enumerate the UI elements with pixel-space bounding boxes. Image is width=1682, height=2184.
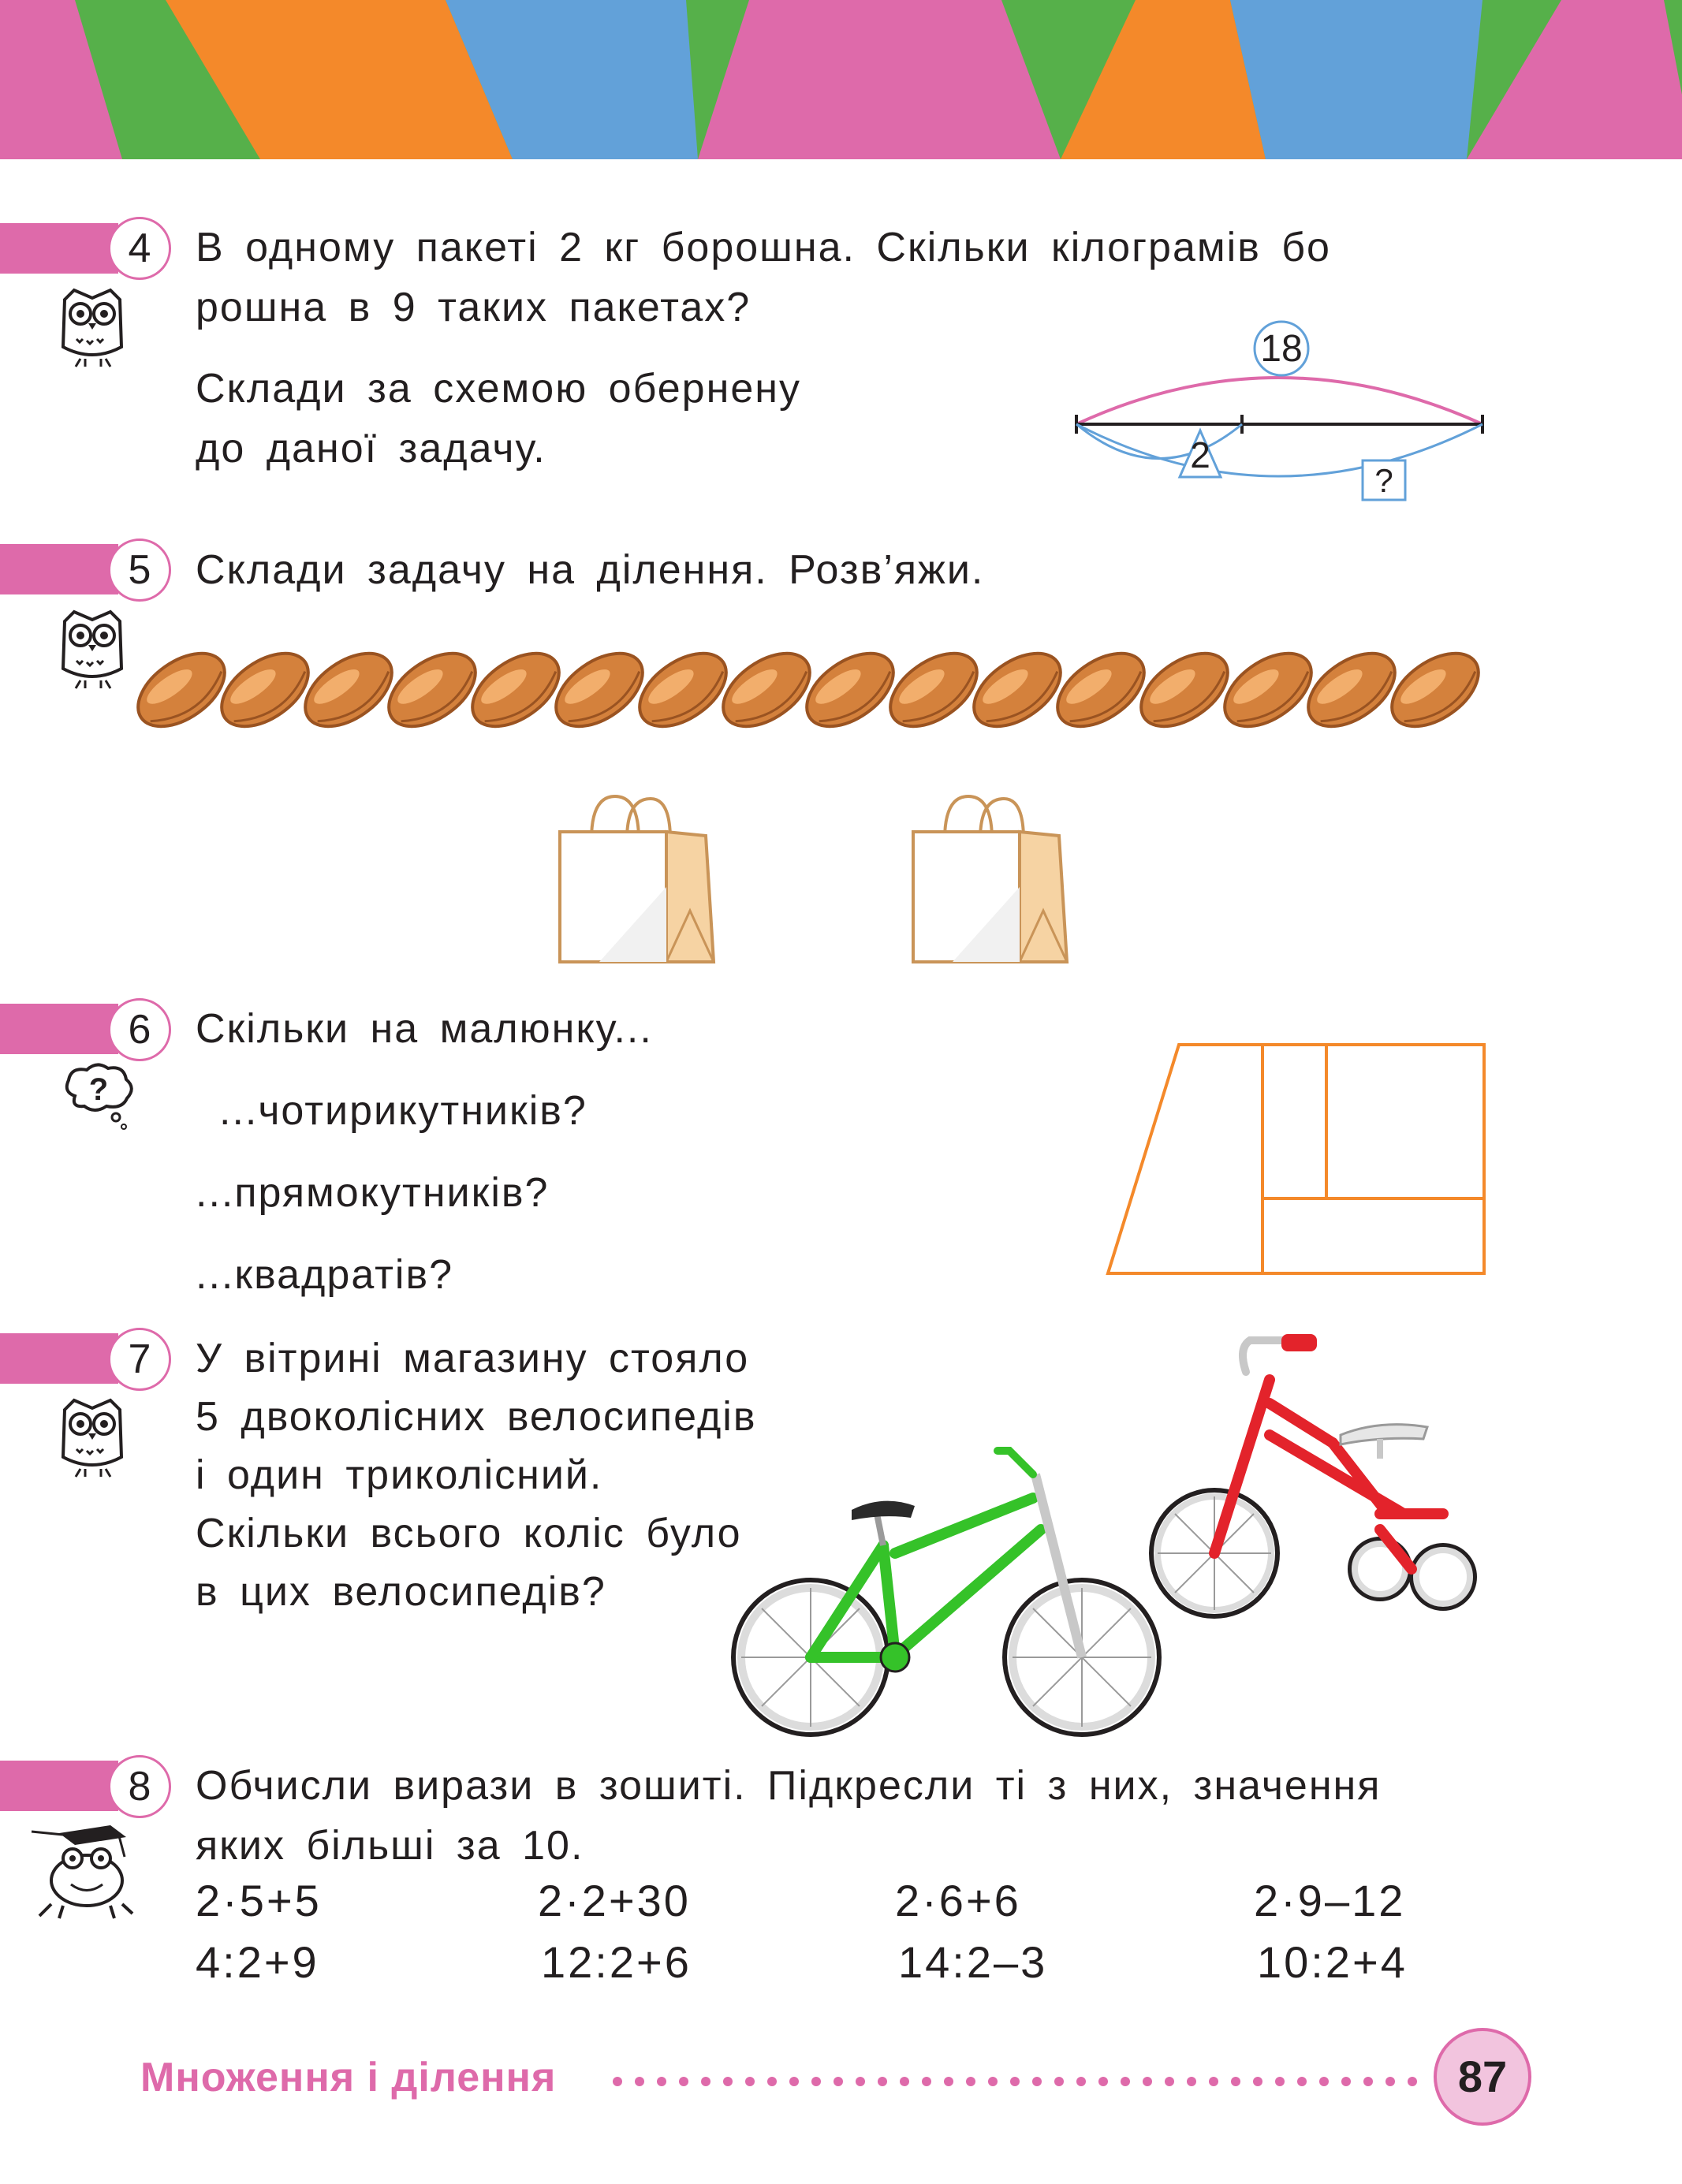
task8-text-line1: Обчисли вирази в зошиті. Підкресли ті з них, значення [196, 1763, 1382, 1809]
frog-with-graduation-cap-icon [16, 1817, 134, 1920]
expression-r1c1: 2·5+5 [196, 1876, 322, 1925]
leader-dot [1143, 2077, 1152, 2086]
expression-r1c4: 2·9–12 [1254, 1876, 1406, 1925]
task4-text-line1: В одному пакеті 2 кг борошна. Скільки кілограмів бо [196, 225, 1331, 270]
page-number: 87 [1434, 2028, 1531, 2126]
leader-dot [789, 2077, 799, 2086]
footer-section-title: Множення і ділення [140, 2055, 557, 2100]
owl-icon [57, 1394, 128, 1481]
owl-icon [57, 284, 128, 371]
pie-icon [627, 639, 740, 741]
pie-icon [1296, 639, 1408, 741]
svg-text:?: ? [88, 1072, 109, 1107]
decorative-banner [0, 0, 1682, 159]
task4-subtask-line1: Склади за схемою обернену [196, 366, 801, 412]
shopping-bag-1 [552, 792, 718, 966]
leader-dot [1054, 2077, 1064, 2086]
leader-dot [1209, 2077, 1218, 2086]
task7-text-line3: і один триколісний. [196, 1452, 603, 1498]
task4-subtask-line2: до даної задачу. [196, 426, 546, 471]
leader-dot [701, 2077, 710, 2086]
task7-text-line1: У вітрині магазину стояло [196, 1336, 750, 1381]
leader-dot [1231, 2077, 1240, 2086]
leader-dot [811, 2077, 821, 2086]
task4-text-line2: рошна в 9 таких пакетах? [196, 285, 751, 330]
leader-dot [657, 2077, 666, 2086]
leader-dot [723, 2077, 733, 2086]
leader-dot [834, 2077, 843, 2086]
leader-dot [613, 2077, 622, 2086]
leader-dot [1297, 2077, 1307, 2086]
leader-dot [1032, 2077, 1042, 2086]
leader-dot [1363, 2077, 1373, 2086]
green-bicycle-illustration [725, 1427, 1167, 1742]
pie-icon [1128, 639, 1241, 741]
task4-number: 4 [108, 217, 171, 280]
leader-dot [767, 2077, 777, 2086]
task7-number: 7 [108, 1328, 171, 1391]
expression-r1c2: 2·2+30 [538, 1876, 691, 1925]
expression-r2c4: 10:2+4 [1257, 1937, 1408, 1987]
task7-marker-bar [0, 1333, 118, 1384]
pie-icon [961, 639, 1074, 741]
expression-r2c2: 12:2+6 [541, 1937, 692, 1987]
pie-icon [209, 639, 322, 741]
owl-icon [57, 606, 128, 692]
leader-dot [635, 2077, 644, 2086]
pie-icon [878, 639, 990, 741]
leader-dot [1165, 2077, 1174, 2086]
task7-text-line2: 5 двоколісних велосипедів [196, 1394, 757, 1440]
leader-dot [966, 2077, 975, 2086]
expression-r2c3: 14:2–3 [898, 1937, 1048, 1987]
pie-icon [376, 639, 489, 741]
footer-dotted-leader [611, 2074, 1439, 2089]
pie-icon [1212, 639, 1325, 741]
pies-row [138, 631, 1479, 749]
pie-icon [1045, 639, 1158, 741]
task6-question-rectangles: ...прямокутників? [196, 1170, 550, 1216]
task7-text-line4: Скільки всього коліс було [196, 1511, 742, 1556]
scheme-total-label: 18 [1260, 328, 1303, 370]
pie-icon [1379, 639, 1492, 741]
pie-icon [543, 639, 656, 741]
leader-dot [1098, 2077, 1108, 2086]
task6-marker-bar [0, 1004, 118, 1054]
task5-text: Склади задачу на ділення. Розв’яжи. [196, 547, 985, 593]
task6-geometry-figure [1104, 1041, 1490, 1277]
leader-dot [1386, 2077, 1395, 2086]
task7-text-line5: в цих велосипедів? [196, 1569, 606, 1615]
leader-dot [988, 2077, 998, 2086]
leader-dot [1341, 2077, 1351, 2086]
leader-dot [1121, 2077, 1130, 2086]
task6-text: Скільки на малюнку... [196, 1006, 653, 1052]
leader-dot [1076, 2077, 1086, 2086]
expression-r2c1: 4:2+9 [196, 1937, 319, 1987]
leader-dot [944, 2077, 953, 2086]
task6-number: 6 [108, 998, 171, 1061]
shopping-bag-2 [905, 792, 1071, 966]
leader-dot [1275, 2077, 1285, 2086]
pie-icon [125, 639, 238, 741]
red-tricycle-illustration [1143, 1332, 1498, 1632]
task4-marker-bar [0, 223, 118, 274]
scheme-unknown-label: ? [1374, 462, 1393, 499]
leader-dot [922, 2077, 931, 2086]
leader-dot [878, 2077, 887, 2086]
pie-icon [293, 639, 405, 741]
task6-question-squares: ...квадратів? [196, 1252, 454, 1298]
leader-dot [900, 2077, 909, 2086]
pie-icon [794, 639, 907, 741]
scheme-part-label: 2 [1190, 434, 1210, 475]
leader-dot [1319, 2077, 1329, 2086]
expression-r1c3: 2·6+6 [895, 1876, 1021, 1925]
task5-number: 5 [108, 539, 171, 602]
task8-text-line2: яких більші за 10. [196, 1823, 584, 1869]
leader-dot [745, 2077, 755, 2086]
leader-dot [679, 2077, 688, 2086]
task8-number: 8 [108, 1755, 171, 1818]
task6-question-quadrilaterals: ...чотирикутників? [219, 1088, 587, 1134]
pie-icon [710, 639, 823, 741]
leader-dot [1010, 2077, 1020, 2086]
thought-question-icon [59, 1060, 138, 1131]
task5-marker-bar [0, 544, 118, 594]
pie-icon [460, 639, 572, 741]
leader-dot [1253, 2077, 1262, 2086]
leader-dot [1408, 2077, 1417, 2086]
leader-dot [856, 2077, 865, 2086]
leader-dot [1187, 2077, 1196, 2086]
task8-marker-bar [0, 1761, 118, 1811]
